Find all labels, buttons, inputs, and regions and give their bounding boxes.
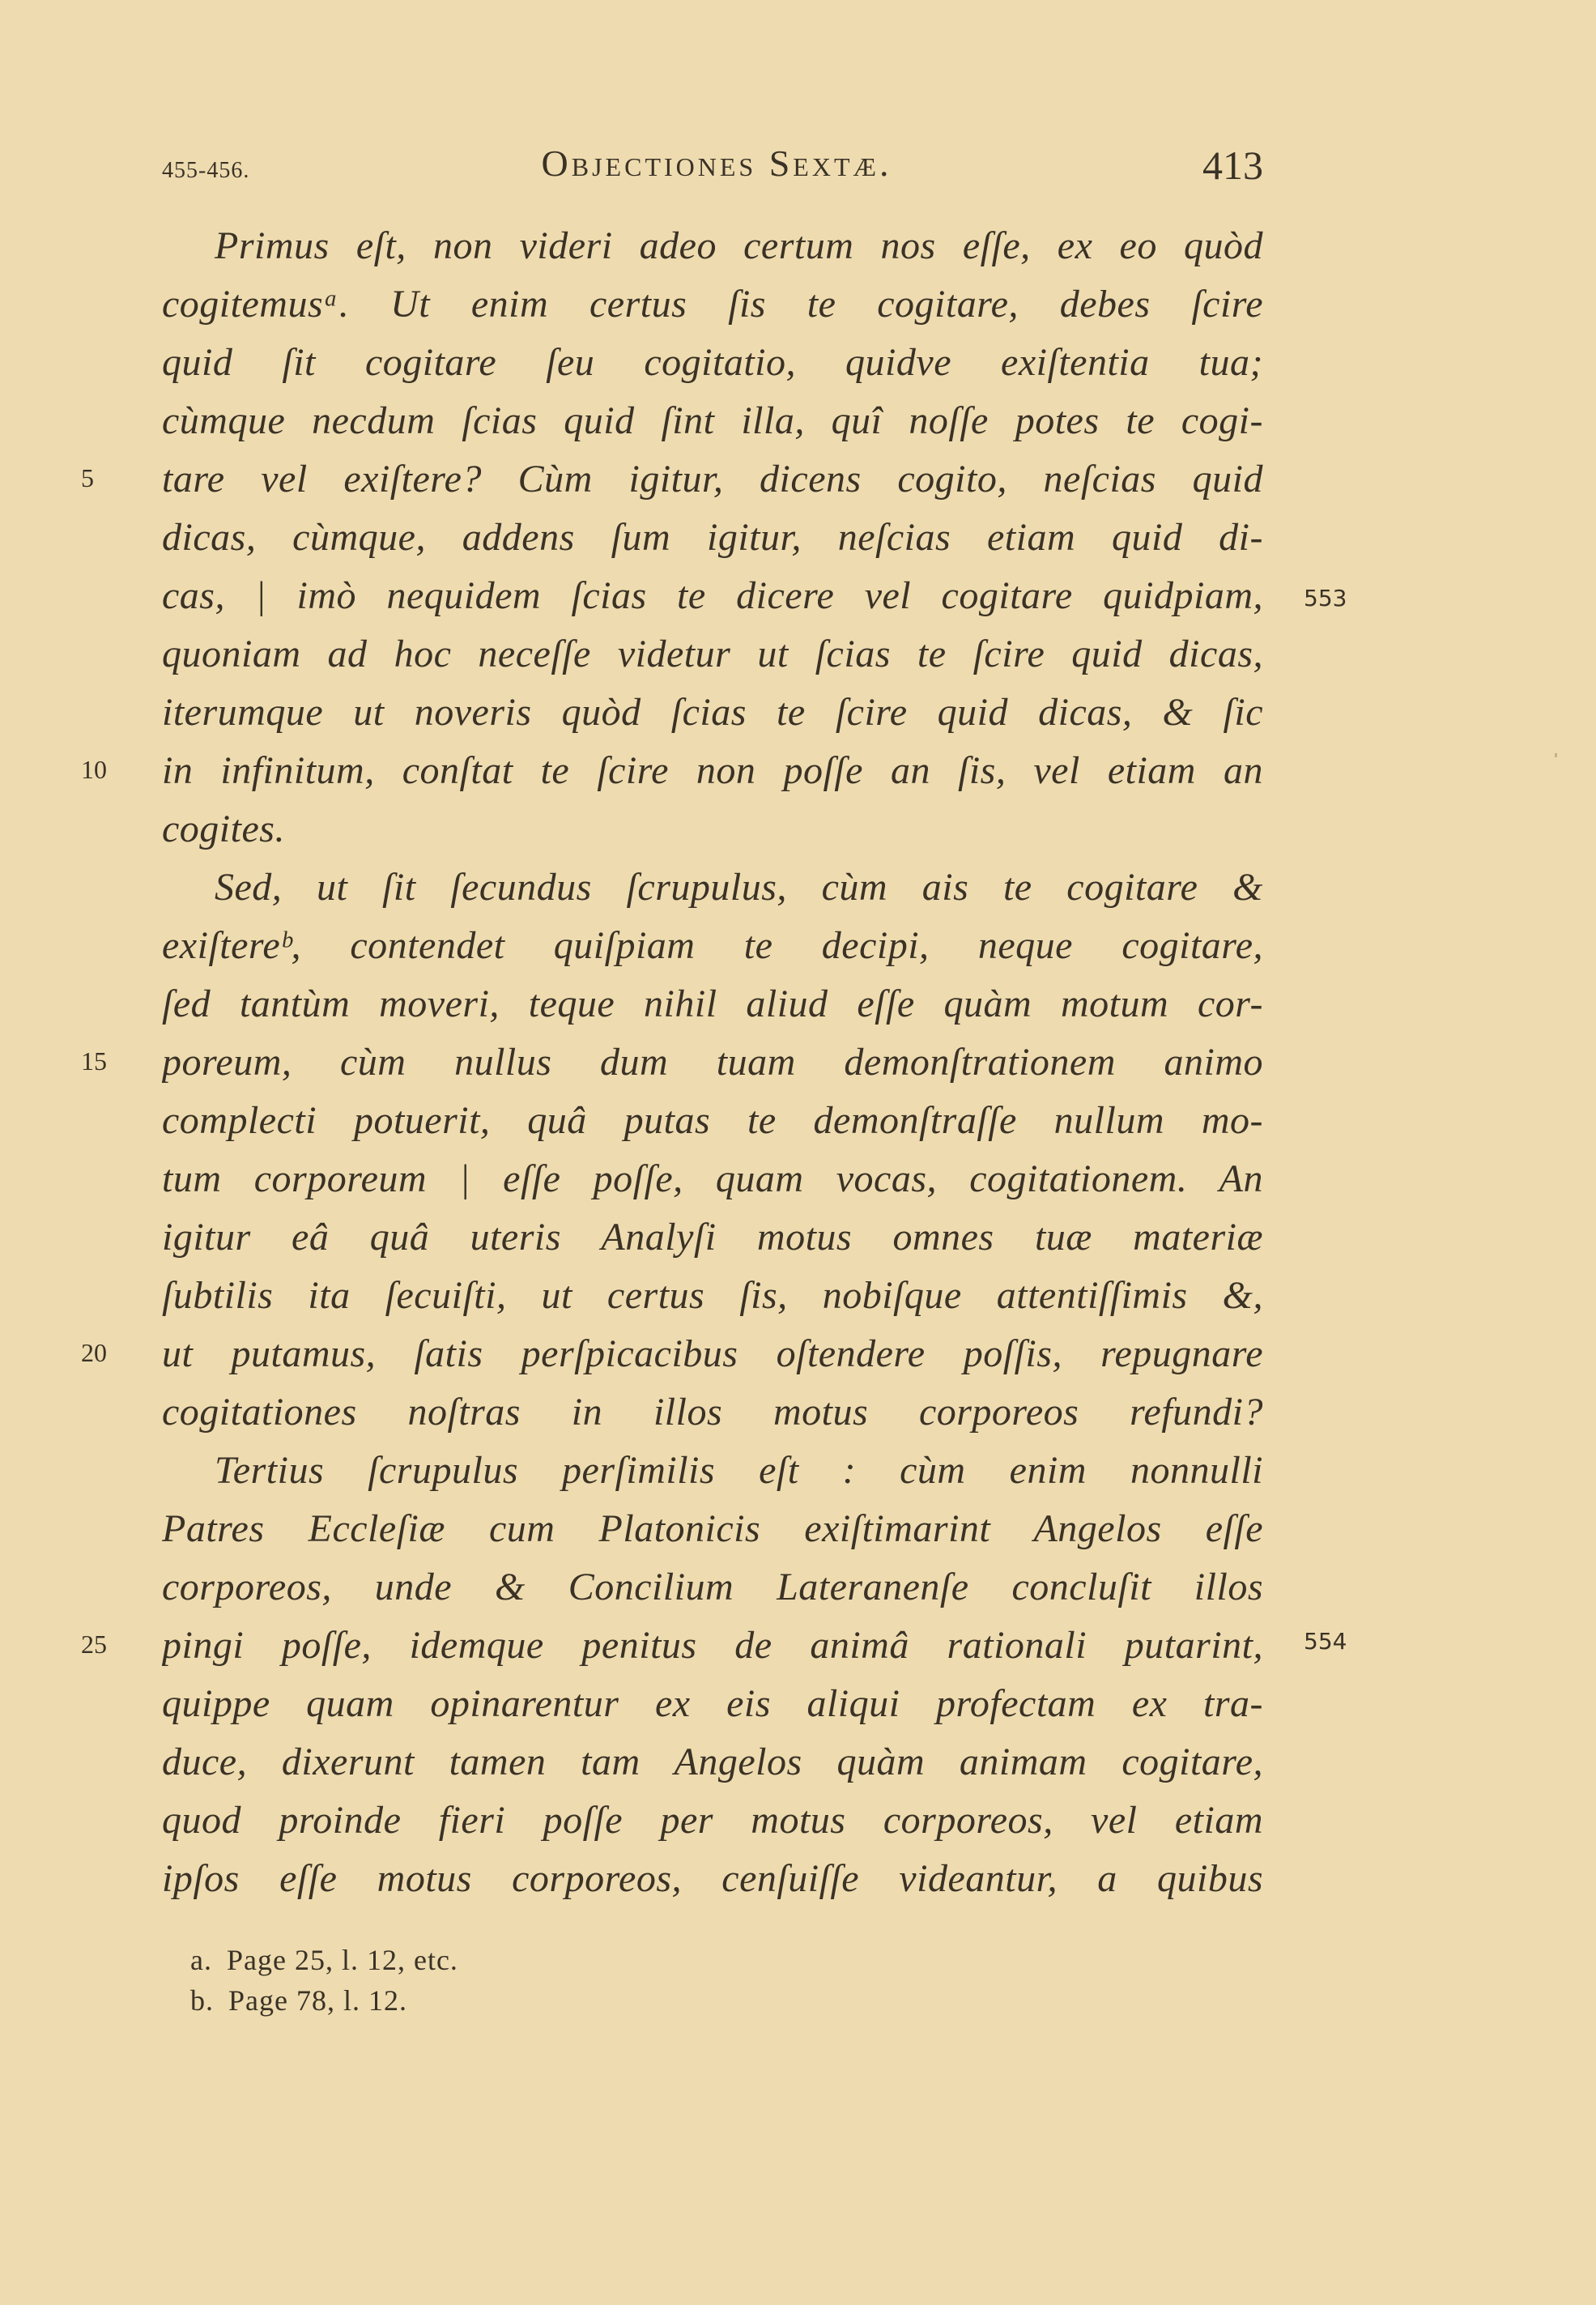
text-line: Primus eſt, non videri adeo certum nos eſſe, ex eo quòd — [215, 224, 1263, 267]
line-number: 15 — [81, 1046, 107, 1076]
footnote-mark: a. — [190, 1944, 212, 1976]
text-line: in infinitum, conſtat te ſcire non poſſe an ſis, vel etiam an — [162, 749, 1263, 792]
text-line: cogites. — [162, 807, 285, 850]
text-line: cas, | imò nequidem ſcias te dicere vel cogitare quidpiam, — [162, 574, 1263, 617]
text-line: ſubtilis ita ſecuiſti, ut certus ſis, nobiſque attentiſſimis &, — [162, 1274, 1263, 1317]
footnote — [190, 1940, 473, 1980]
text-line: Tertius ſcrupulus perſimilis eſt : cùm enim nonnulli — [215, 1449, 1263, 1492]
footnote-text: Page 78, l. 12. — [228, 1984, 407, 2017]
body-text — [162, 217, 1263, 1908]
footnotes — [190, 1940, 473, 2021]
text-line: quippe quam opinarentur ex eis aliqui profectam ex tra- — [162, 1682, 1263, 1725]
margin-page-ref: 554 — [1304, 1628, 1347, 1655]
text-line: Patres Eccleſiæ cum Platonicis exiſtimarint Angelos eſſe — [162, 1507, 1263, 1550]
text-line: exiſtereᵇ, contendet quiſpiam te decipi, neque cogitare, — [162, 924, 1263, 967]
text-line: cogitemusᵃ. Ut enim certus ſis te cogitare, debes ſcire — [162, 283, 1263, 326]
text-line: Sed, ut ſit ſecundus ſcrupulus, cùm ais te cogitare & — [215, 866, 1263, 909]
text-line: ut putamus, ſatis perſpicacibus oſtendere poſſis, repugnare — [162, 1332, 1263, 1375]
text-line: igitur eâ quâ uteris Analyſi motus omnes tuæ materiæ — [162, 1216, 1263, 1259]
text-line: cogitationes noſtras in illos motus corporeos refundi? — [162, 1391, 1263, 1434]
page-speck — [1555, 753, 1557, 757]
header-page-range: 455-456. — [162, 158, 250, 183]
text-line: dicas, cùmque, addens ſum igitur, neſcias etiam quid di- — [162, 516, 1263, 559]
footnote-text: Page 25, l. 12, etc. — [226, 1944, 458, 1976]
line-number: 20 — [81, 1338, 107, 1367]
header-page-number: 413 — [1202, 143, 1263, 188]
header-title: Objectiones Sextæ. — [541, 143, 892, 184]
line-number: 25 — [81, 1630, 107, 1659]
text-line: poreum, cùm nullus dum tuam demonſtrationem animo — [162, 1041, 1263, 1084]
text-line: iterumque ut noveris quòd ſcias te ſcire quid dicas, & ſic — [162, 691, 1263, 734]
text-line: tum corporeum | eſſe poſſe, quam vocas, cogitationem. An — [162, 1157, 1263, 1200]
text-line: duce, dixerunt tamen tam Angelos quàm animam cogitare, — [162, 1740, 1263, 1783]
text-line: quid ſit cogitare ſeu cogitatio, quidve exiſtentia tua; — [162, 341, 1263, 384]
margin-page-ref: 553 — [1304, 585, 1347, 611]
text-line: pingi poſſe, idemque penitus de animâ rationali putarint, — [162, 1624, 1263, 1667]
text-line: cùmque necdum ſcias quid ſint illa, quî noſſe potes te cogi- — [162, 399, 1263, 442]
line-number: 10 — [81, 755, 107, 784]
text-line: tare vel exiſtere? Cùm igitur, dicens cogito, neſcias quid — [162, 458, 1263, 501]
text-line: corporeos, unde & Concilium Lateranenſe concluſit illos — [162, 1566, 1263, 1608]
text-line: quod proinde fieri poſſe per motus corporeos, vel etiam — [162, 1799, 1263, 1842]
footnote — [190, 1980, 473, 2021]
text-line: ipſos eſſe motus corporeos, cenſuiſſe videantur, a quibus — [162, 1857, 1263, 1900]
line-number: 5 — [81, 463, 94, 492]
text-line: ſed tantùm moveri, teque nihil aliud eſſe quàm motum cor- — [162, 982, 1263, 1025]
footnote-mark: b. — [190, 1984, 214, 2017]
text-line: quoniam ad hoc neceſſe videtur ut ſcias te ſcire quid dicas, — [162, 633, 1263, 675]
running-header — [162, 142, 1271, 198]
text-line: complecti potuerit, quâ putas te demonſtraſſe nullum mo- — [162, 1099, 1263, 1142]
